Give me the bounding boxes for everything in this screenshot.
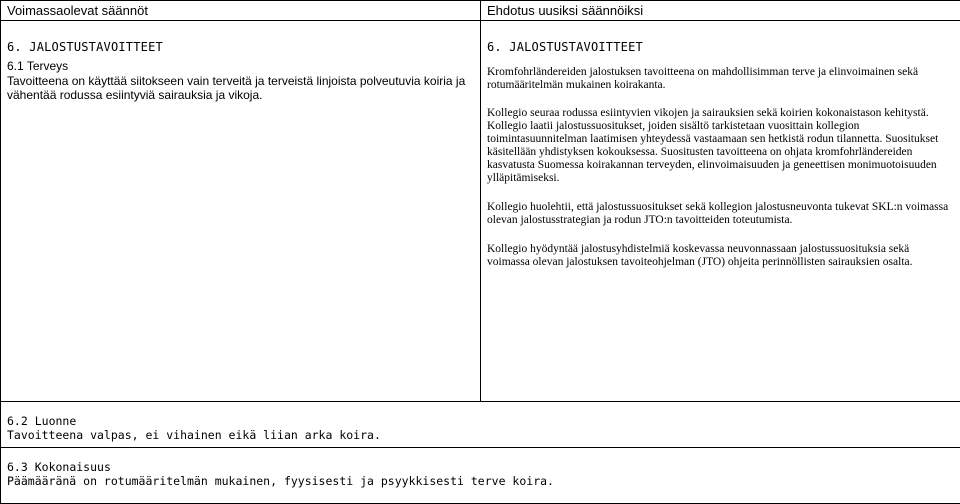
left-health-body: Tavoitteena on käyttää siitokseen vain terveitä ja terveistä linjoista polveutuvia koiria ja vähentää rodussa esiintyviä sairauksia ja vikoja. — [7, 74, 476, 102]
overall-body: Päämääränä on rotumääritelmän mukainen, fyysisesti ja psyykkisesti terve koira. — [7, 474, 956, 488]
current-rules-cell — [1, 21, 481, 402]
left-subsection-heading — [7, 59, 476, 73]
header-row — [1, 1, 960, 21]
right-paragraph-2: Kollegio seuraa rodussa esiintyvien vikojen ja sairauksien sekä koirien kokonaistason kehitystä. Kollegio laatii jalostussuositukset, joiden sisältö tarkistetaan vuosittain kollegion toimintasuunnitelman laatimisen yhteydessä vastaamaan sen hetkistä rodun tilannetta. Suositukset käsitellään yhdistyksen kokouksessa. Suositusten tavoitteena on ohjata kromfohrländereiden kasvatusta Suomessa koirakannan terveyden, elinvoimaisuuden ja geneettisen monimuotoisuuden ylläpitämiseksi. — [487, 107, 954, 185]
right-paragraph-1: Kromfohrländereiden jalostuksen tavoitteena on mahdollisimman terve ja elinvoimainen sekä rotumääritelmän mukainen koirakanta. — [487, 66, 954, 92]
header-current-rules: Voimassaolevat säännöt — [1, 1, 481, 21]
header-proposed-rules: Ehdotus uusiksi säännöiksi — [481, 1, 960, 21]
overall-heading — [7, 460, 956, 474]
left-subsection-number: 6.1 — [7, 59, 24, 73]
right-paragraph-3: Kollegio huolehtii, että jalostussuositukset sekä kollegion jalostusneuvonta tukevat SKL:n voimassa olevan jalostusstrategian ja rodun JTO:n tavoitteiden toteutumista. — [487, 201, 954, 227]
overall-title: Kokonaisuus — [35, 460, 111, 474]
overall-number: 6.3 — [7, 460, 28, 474]
temperament-cell — [1, 402, 960, 448]
temperament-row — [1, 402, 960, 448]
goals-row — [1, 21, 960, 402]
temperament-heading — [7, 414, 956, 428]
left-subsection-title: Terveys — [27, 59, 68, 73]
temperament-body: Tavoitteena valpas, ei vihainen eikä liian arka koira. — [7, 428, 956, 442]
right-section-title: 6. JALOSTUSTAVOITTEET — [487, 40, 954, 54]
overall-cell — [1, 448, 960, 504]
temperament-number: 6.2 — [7, 414, 28, 428]
temperament-title: Luonne — [35, 414, 77, 428]
left-section-title: 6. JALOSTUSTAVOITTEET — [7, 40, 476, 54]
overall-row — [1, 448, 960, 504]
proposed-rules-cell — [481, 21, 960, 402]
right-paragraph-4: Kollegio hyödyntää jalostusyhdistelmiä koskevassa neuvonnassaan jalostussuosituksia sekä voimassa olevan jalostuksen tavoiteohjelman (JTO) ohjeita perinnöllisten sairauksien osalta. — [487, 243, 954, 269]
